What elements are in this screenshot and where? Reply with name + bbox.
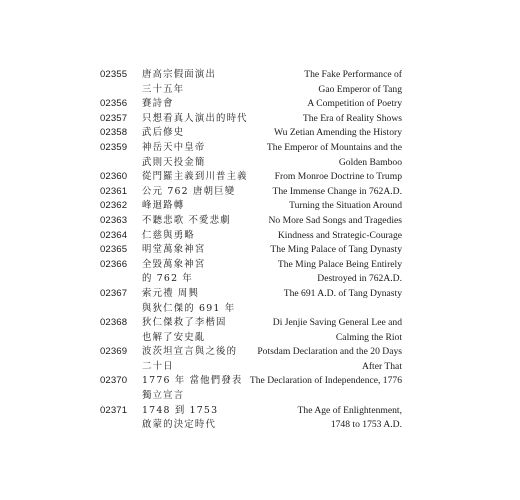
entry-chinese-title [142,112,272,127]
english-title-line: The Fake Performance of [304,69,402,80]
entry-chinese-title [142,199,272,214]
english-title-line: Destroyed in 762A.D. [317,273,402,285]
index-entry [100,374,402,403]
english-title-line: Gao Emperor of Tang [318,83,402,95]
entry-number: 02365 [100,244,128,256]
entry-number: 02363 [100,214,128,226]
entry-english-title [257,345,402,374]
entry-english-title [272,258,402,287]
index-list [100,68,402,433]
index-entry [100,68,402,97]
index-entry [100,229,402,244]
english-title-line: The Ming Palace of Tang Dynasty [270,244,402,256]
index-entry [100,243,402,258]
entry-chinese-title [142,287,272,316]
chinese-title-line: 武后修史 [142,127,185,139]
chinese-title-line: 三十五年 [142,83,185,95]
entry-number: 02356 [100,98,128,110]
index-entry [100,141,402,170]
english-title-line: Wu Zetian Amending the History [273,127,402,139]
entry-chinese-title [142,345,257,374]
chinese-title-line: 二十日 [142,360,174,372]
entry-english-title [272,68,402,97]
entry-number: 02362 [100,200,128,212]
entry-chinese-title [142,97,272,112]
index-entry [100,404,402,433]
english-title-line: Di Jenjie Saving General Lee and [272,317,402,329]
index-entry [100,126,402,141]
english-title-line: From Monroe Doctrine to Trump [274,171,402,183]
english-title-line: The Immense Change in 762A.D. [272,185,402,197]
chinese-title-line: 啟蒙的決定時代 [142,419,217,431]
entry-chinese-title [142,214,268,229]
english-title-line: Potsdam Declaration and the 20 Days [257,346,402,358]
entry-english-title [267,141,402,170]
index-entry [100,185,402,200]
entry-chinese-title [142,258,272,287]
entry-english-title [272,404,402,433]
english-title-line: 1748 to 1753 A.D. [330,419,402,431]
entry-english-title [250,374,402,403]
entry-chinese-title [142,170,272,185]
chinese-title-line: 與狄仁傑的 691 年 [142,302,236,314]
chinese-title-line: 賽詩會 [142,98,174,110]
english-title-line: After That [361,360,402,372]
chinese-title-line: 獨立宣言 [142,390,185,402]
english-title-line: Kindness and Strategic-Courage [277,229,402,241]
english-title-line: A Competition of Poetry [307,98,402,110]
chinese-title-line: 全毀萬象神宮 [142,258,206,270]
english-title-line: The Emperor of Mountains and the [266,141,402,153]
chinese-title-line: 也解了安史亂 [142,331,206,343]
chinese-title-line: 武則天投金簡 [142,156,206,168]
entry-english-title [272,185,402,200]
entry-english-title [272,97,402,112]
english-title-line: The Ming Palace Being Entirely [277,258,402,270]
english-title-line: The Declaration of Independence, 1776 [249,375,402,387]
entry-number: 02371 [100,404,128,416]
entry-number: 02358 [100,127,128,139]
index-entry [100,199,402,214]
index-entry [100,345,402,374]
entry-number: 02370 [100,375,128,387]
index-entry [100,112,402,127]
entry-number: 02368 [100,317,128,329]
index-entry [100,97,402,112]
english-title-line: No More Sad Songs and Tragedies [268,214,402,226]
entry-english-title [268,214,402,229]
english-title-line: Turning the Situation Around [289,200,402,212]
index-entry [100,316,402,345]
chinese-title-line: 1748 到 1753 [142,404,219,416]
entry-chinese-title [142,404,272,433]
english-title-line: The Age of Enlightenment, [297,404,402,416]
entry-chinese-title [142,126,272,141]
chinese-title-line: 仁慈與勇略 [142,229,195,241]
entry-number: 02357 [100,112,128,124]
index-entry [100,170,402,185]
chinese-title-line: 明堂萬象神宮 [142,244,206,256]
entry-english-title [272,112,402,127]
entry-number: 02369 [100,346,128,358]
entry-number: 02367 [100,287,128,299]
english-title-line: The 691 A.D. of Tang Dynasty [283,287,402,299]
chinese-title-line: 峰迴路轉 [142,200,185,212]
english-title-line: Golden Bamboo [338,156,402,168]
chinese-title-line: 只想看真人演出的時代 [142,112,248,124]
entry-english-title [272,199,402,214]
chinese-title-line: 不聽悲歌 不愛悲劇 [142,214,231,226]
entry-english-title [270,243,402,258]
entry-chinese-title [142,185,272,200]
entry-number: 02360 [100,171,128,183]
chinese-title-line: 唐高宗假面演出 [142,69,217,80]
english-title-line: Calming the Riot [335,331,402,343]
entry-chinese-title [142,141,267,170]
index-entry [100,214,402,229]
entry-number: 02366 [100,258,128,270]
entry-english-title [272,287,402,316]
entry-chinese-title [142,229,272,244]
entry-chinese-title [142,316,272,345]
index-entry [100,287,402,316]
entry-number: 02359 [100,141,128,153]
chinese-title-line: 從門羅主義到川普主義 [142,171,248,183]
entry-english-title [272,126,402,141]
entry-number: 02355 [100,69,128,80]
chinese-title-line: 1776 年 當他們發表 [142,375,243,387]
index-entry [100,258,402,287]
chinese-title-line: 波茨坦宣言與之後的 [142,346,238,358]
entry-english-title [272,316,402,345]
entry-english-title [272,170,402,185]
chinese-title-line: 狄仁傑救了李楷固 [142,317,227,329]
entry-number: 02364 [100,229,128,241]
entry-chinese-title [142,243,270,258]
chinese-title-line: 公元 762 唐朝巨變 [142,185,236,197]
english-title-line: The Era of Reality Shows [302,112,402,124]
chinese-title-line: 索元禮 周興 [142,287,200,299]
entry-chinese-title [142,68,272,97]
entry-chinese-title [142,374,250,403]
chinese-title-line: 的 762 年 [142,273,194,285]
entry-number: 02361 [100,185,128,197]
chinese-title-line: 神岳天中皇帝 [142,141,206,153]
entry-english-title [272,229,402,244]
